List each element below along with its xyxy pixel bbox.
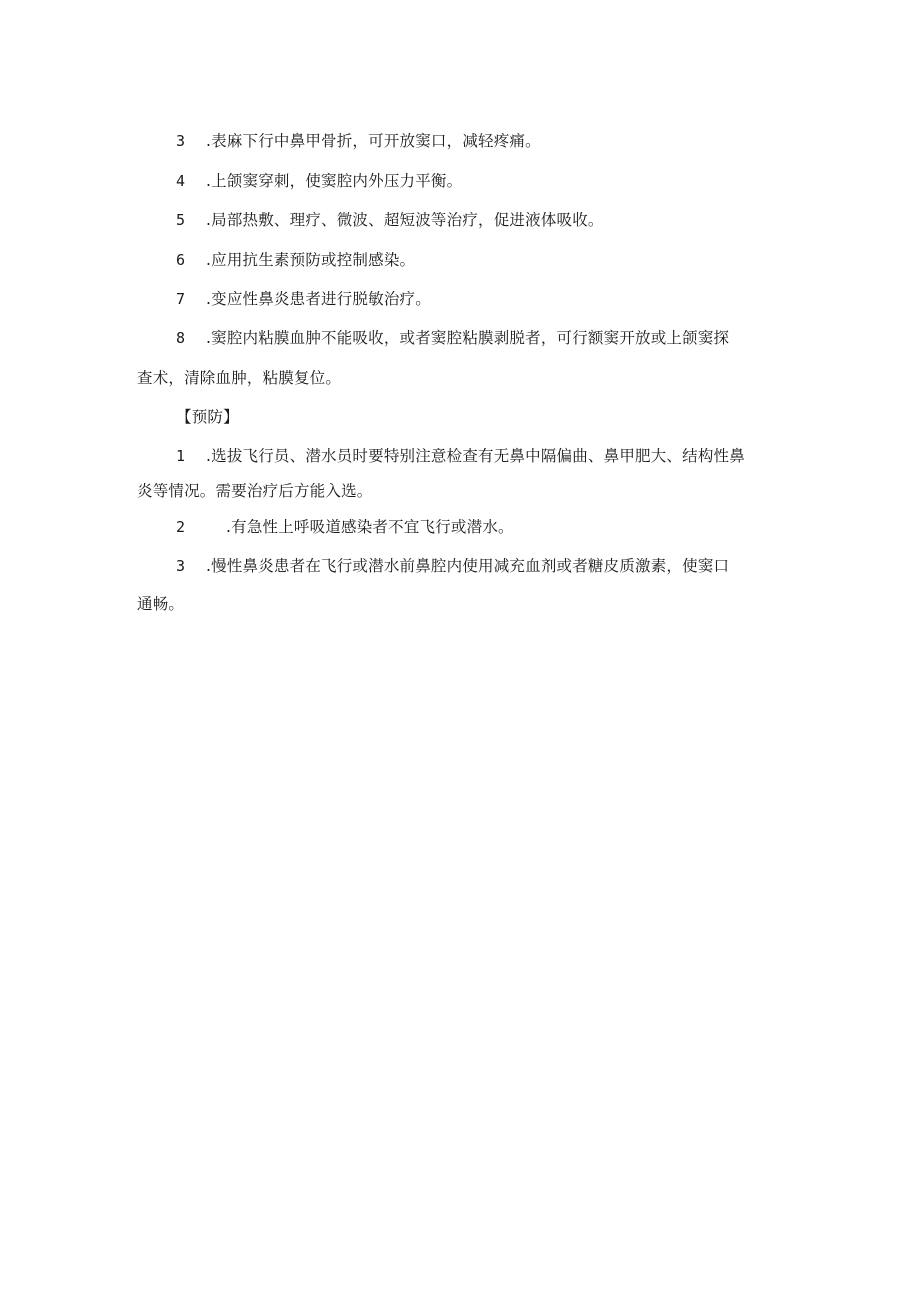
item-text: .慢性鼻炎患者在飞行或潜水前鼻腔内使用减充血剂或者糖皮质激素，使窦口 [206,557,730,575]
treatment-item-6 [176,250,415,270]
prevention-item-2 [176,517,514,537]
item-text: .窦腔内粘膜血肿不能吸收，或者窦腔粘膜剥脱者，可行额窦开放或上颌窦探 [206,329,730,347]
item-text: .有急性上呼吸道感染者不宜飞行或潜水。 [226,518,514,536]
treatment-item-8 [176,328,729,348]
item-number: 5 [176,211,186,229]
section-heading [176,407,239,427]
item-text: .应用抗生素预防或控制感染。 [206,251,416,269]
item-text: .局部热敷、理疗、微波、超短波等治疗，促进液体吸收。 [206,211,604,229]
item-text-continuation: 通畅。 [137,595,185,613]
item-text: .表麻下行中鼻甲骨折，可开放窦口，减轻疼痛。 [206,132,541,150]
item-number: 3 [176,132,186,150]
treatment-item-5 [176,210,604,230]
treatment-item-4 [176,171,462,191]
section-heading-text: 【预防】 [176,408,239,426]
prevention-item-3-continuation [137,594,184,614]
item-number: 2 [176,518,186,536]
prevention-item-1-continuation [137,481,373,501]
item-number: 3 [176,557,186,575]
item-text-continuation: 查术，清除血肿，粘膜复位。 [137,369,342,387]
item-number: 6 [176,251,186,269]
prevention-item-3 [176,556,729,576]
item-text: .选拔飞行员、潜水员时要特别注意检查有无鼻中隔偏曲、鼻甲肥大、结构性鼻 [206,447,745,465]
item-text: .上颌窦穿刺，使窦腔内外压力平衡。 [206,172,463,190]
item-number: 8 [176,329,186,347]
treatment-item-8-continuation [137,368,341,388]
treatment-item-7 [176,289,431,309]
item-number: 1 [176,447,186,465]
item-number: 4 [176,172,186,190]
prevention-item-1 [176,446,745,466]
item-number: 7 [176,290,186,308]
item-text-continuation: 炎等情况。需要治疗后方能入选。 [137,482,373,500]
treatment-item-3 [176,131,541,151]
item-text: .变应性鼻炎患者进行脱敏治疗。 [206,290,431,308]
